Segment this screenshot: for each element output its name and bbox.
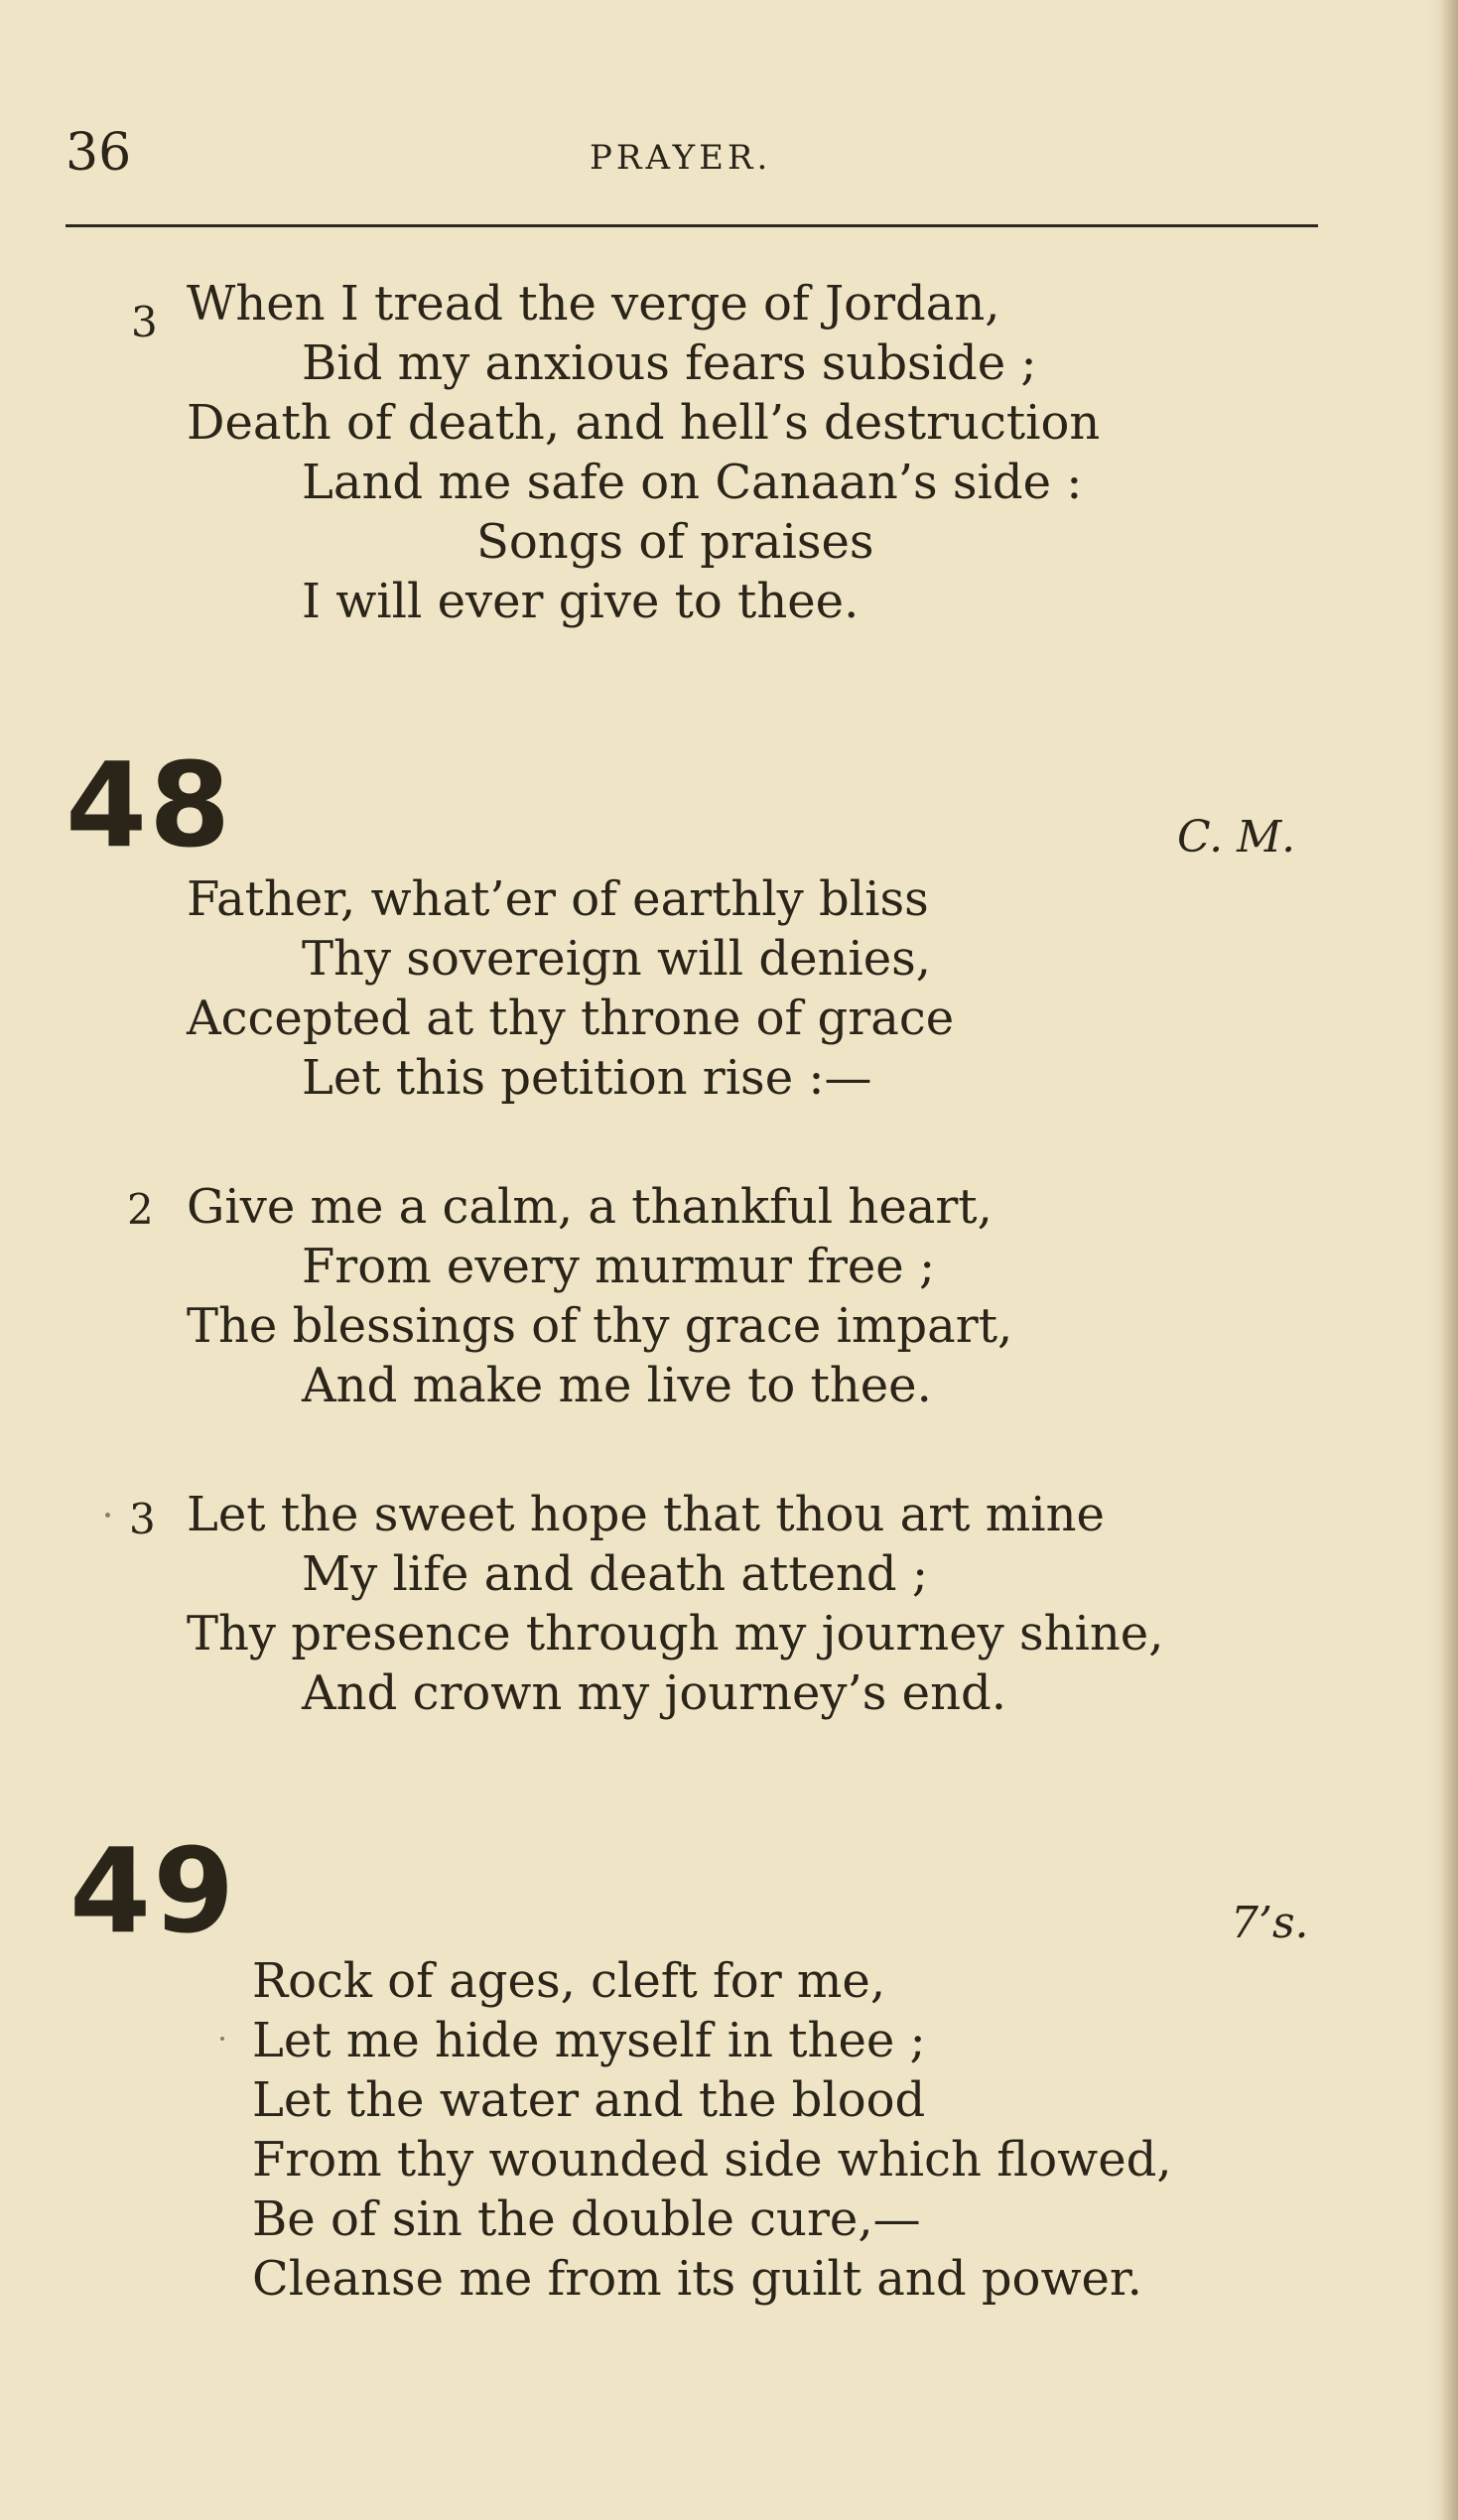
hymn-line: Let the water and the blood xyxy=(252,2072,926,2128)
hymn-line: Cleanse me from its guilt and power. xyxy=(252,2251,1142,2307)
print-mark xyxy=(105,1513,110,1518)
hymn-line: From thy wounded side which flowed, xyxy=(252,2132,1172,2188)
verse-number: 2 xyxy=(127,1185,154,1234)
hymn-line: Bid my anxious fears subside ; xyxy=(302,335,1037,391)
hymn-line: Death of death, and hell’s destruction xyxy=(187,395,1101,451)
hymn-line: My life and death attend ; xyxy=(302,1546,929,1602)
running-head: PRAYER. xyxy=(590,138,772,178)
hymn-number: 49 xyxy=(69,1822,237,1959)
hymn-line: Be of sin the double cure,— xyxy=(252,2191,921,2247)
hymn-number: 48 xyxy=(66,736,233,873)
print-mark xyxy=(220,2037,224,2041)
hymn-line: Thy sovereign will denies, xyxy=(302,931,932,987)
hymn-line: Let the sweet hope that thou art mine xyxy=(187,1487,1105,1542)
hymn-line: Thy presence through my journey shine, xyxy=(187,1606,1164,1661)
hymn-line: I will ever give to thee. xyxy=(302,574,860,629)
verse-number: 3 xyxy=(129,1495,156,1543)
page-number: 36 xyxy=(66,123,132,183)
page-edge-shadow xyxy=(1440,0,1458,2520)
hymn-meter: 7’s. xyxy=(1231,1898,1309,1948)
hymn-line: Songs of praises xyxy=(476,514,874,570)
hymn-line: And crown my journey’s end. xyxy=(302,1665,1006,1721)
hymn-line: From every murmur free ; xyxy=(302,1239,936,1294)
verse-number: 3 xyxy=(131,298,158,346)
hymn-line: Let this petition rise :— xyxy=(302,1050,872,1106)
hymn-line: Father, what’er of earthly bliss xyxy=(187,871,929,927)
hymn-line: The blessings of thy grace impart, xyxy=(187,1298,1013,1354)
hymn-meter: C. M. xyxy=(1177,812,1296,862)
header-rule xyxy=(66,224,1318,227)
hymn-line: Let me hide myself in thee ; xyxy=(252,2013,926,2068)
hymn-line: When I tread the verge of Jordan, xyxy=(187,276,1000,332)
hymn-line: Rock of ages, cleft for me, xyxy=(252,1953,886,2009)
hymn-line: Accepted at thy throne of grace xyxy=(187,991,955,1046)
hymn-line: Land me safe on Canaan’s side : xyxy=(302,455,1083,510)
hymn-line: Give me a calm, a thankful heart, xyxy=(187,1179,993,1235)
hymn-line: And make me live to thee. xyxy=(302,1358,932,1413)
